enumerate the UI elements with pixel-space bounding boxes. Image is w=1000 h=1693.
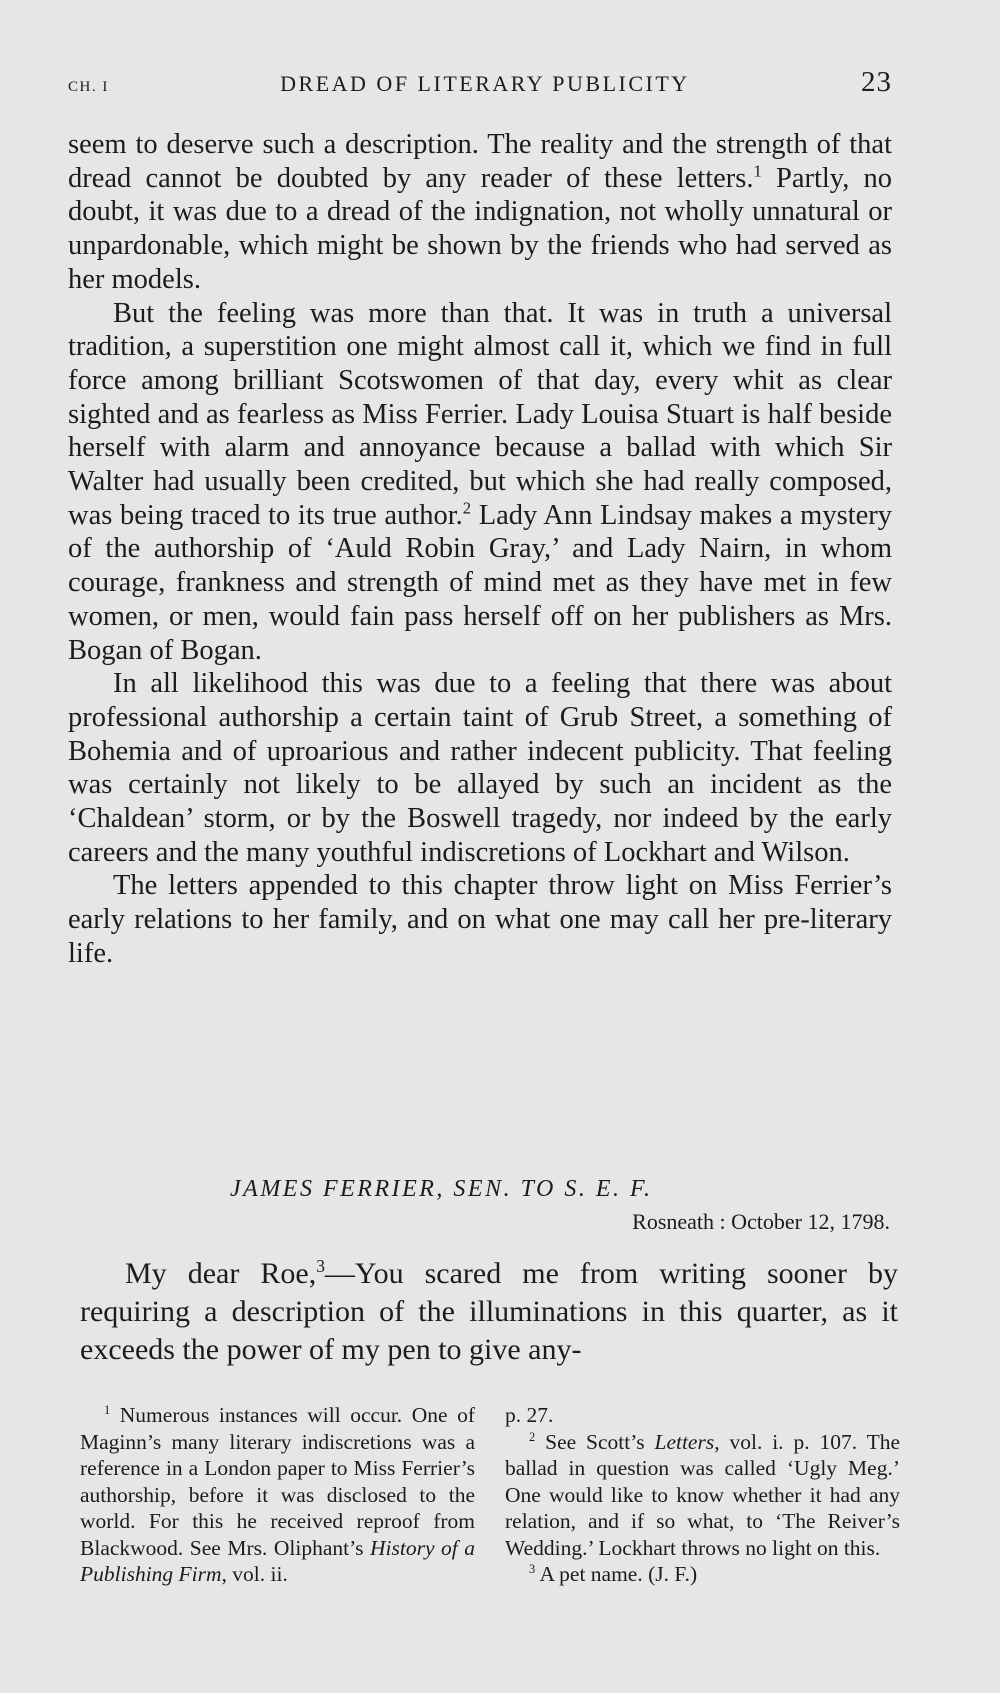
letter-heading: JAMES FERRIER, SEN. TO S. E. F. [230,1176,653,1202]
footnote-ref-2: 2 [462,498,472,518]
footnote-2-book-title: Letters [654,1429,715,1454]
footnote-column-right [505,1402,900,1588]
paragraph-2 [68,297,892,668]
footnote-3-number: 3 [529,1561,536,1576]
footnote-ref-3: 3 [316,1256,325,1276]
footnote-3 [505,1561,900,1588]
footnote-3-text: A pet name. (J. F.) [539,1562,698,1586]
paragraph-1 [68,128,892,297]
paragraph-1-text-a: seem to deserve such a description. The reality and the strength of that dread cannot be doubted by any reader of these letters. [68,129,892,194]
footnote-1-text-b: , vol. ii. [221,1562,288,1586]
running-header [68,66,892,106]
footnote-1-continuation: p. 27. [505,1403,554,1427]
paragraph-1-text-b: Partly, no doubt, it was due to a dread of the indignation, not wholly unnatural or unpardonable, which might be shown by the friends who had served as her models. [68,162,892,295]
footnote-1-number: 1 [104,1402,111,1417]
paragraph-2-text-a: But the feeling was more than that. It was in truth a universal tradition, a superstition one might almost call it, which we find in full force among brilliant Scotswomen of that day, every whit as clear sighted and as fearless as Miss Ferrier. Lady Louisa Stuart is half beside herself with alarm and annoyance because a ballad with which Sir Walter had usually been credited, but which she had really composed, was being traced to its true author. [68,297,892,531]
page-number: 23 [861,66,892,98]
running-title: DREAD OF LITERARY PUBLICITY [280,71,690,96]
footnote-1 [80,1402,475,1588]
footnote-2-text-a: See Scott’s [545,1429,655,1454]
letter-dateline: Rosneath : October 12, 1798. [632,1209,890,1234]
letter-text: —You scared me from writing sooner by requiring a description of the illuminations in this quarter, as it exceeds the power of my pen to give any- [80,1257,898,1366]
chapter-label: CH. I [68,79,109,95]
paragraph-3: In all likelihood this was due to a feeling that there was about professional authorship a certain taint of Grub Street, a something of Bohemia and of uproarious and rather indecent publicity. That feeling was certainly not likely to be allayed by such an incident as the ‘Chaldean’ storm, or by the Boswell tragedy, nor indeed by the early careers and the many youthful indiscretions of Lockhart and Wilson. [68,668,892,868]
footnotes [80,1402,900,1588]
letter-salutation: My dear Roe, [125,1257,317,1290]
paragraph-4: The letters appended to this chapter throw light on Miss Ferrier’s early relations to her family, and on what one may call her pre-literary life. [68,870,892,969]
footnote-1-book-title: History of a Publishing Firm [80,1535,475,1586]
footnote-column-left [80,1402,475,1588]
main-text [68,128,892,971]
footnote-ref-1: 1 [753,161,762,181]
footnote-1-text-a: Numerous instances will occur. One of Maginn’s many literary indiscretions was a reference in a London paper to Miss Ferrier’s authorship, before it was disclosed to the world. For this he received reproof from Blackwood. See Mrs. Oliphant’s [80,1403,475,1560]
footnote-2 [505,1429,900,1562]
paragraph-2-text-b: Lady Ann Lindsay makes a mystery of the authorship of ‘Auld Robin Gray,’ and Lady Nairn, in whom courage, frankness and strength of mind met as they have met in few women, or men, would fain pass herself off on her publishers as Mrs. Bogan of Bogan. [68,499,892,666]
footnote-2-text-b: , vol. i. p. 107. The ballad in question was called ‘Ugly Meg.’ One would like to know whether it had any relation, and if so what, to ‘The Reiver’s Wedding.’ Lockhart throws no light on this. [505,1429,901,1560]
footnote-2-number: 2 [529,1429,536,1444]
letter-body [80,1255,898,1369]
